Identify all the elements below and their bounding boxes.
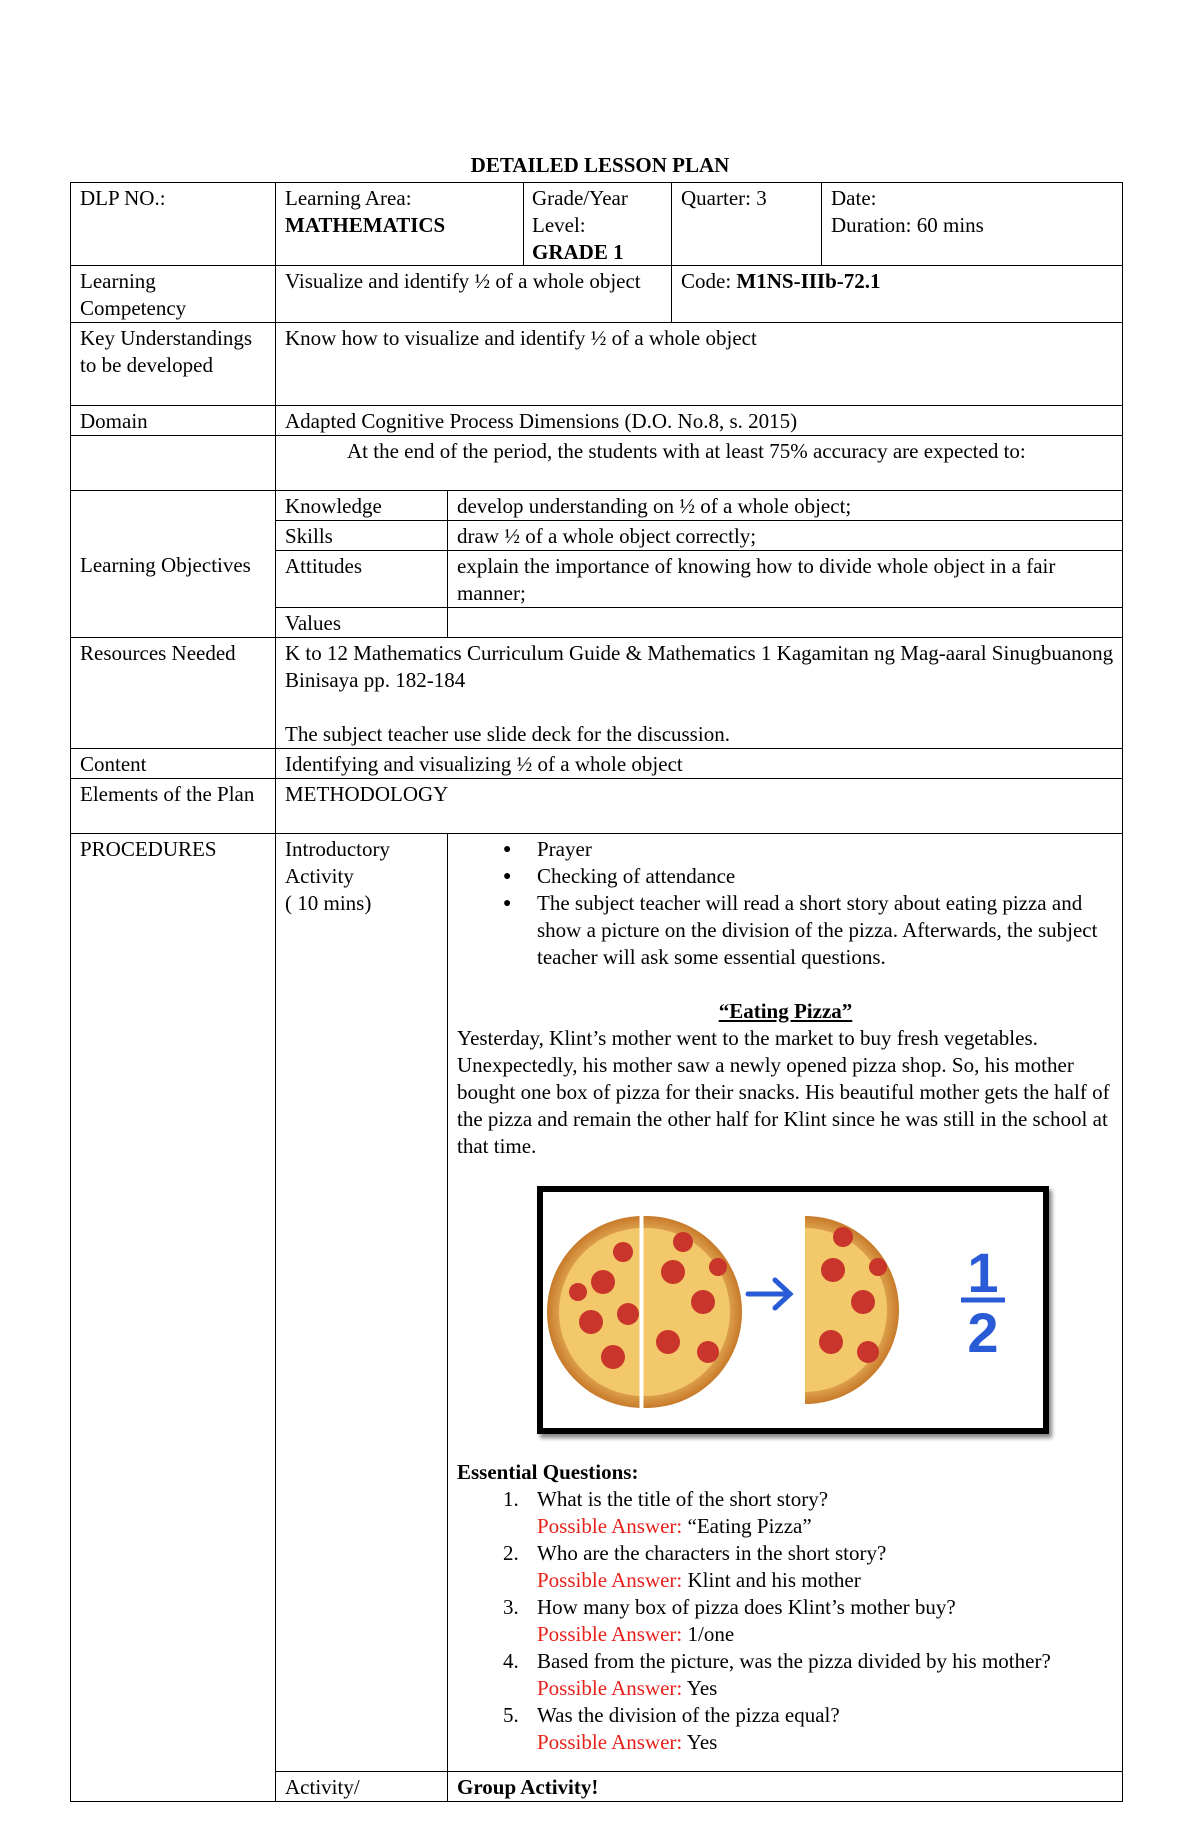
list-item — [503, 1702, 1114, 1756]
competency-row — [71, 266, 1123, 323]
question-number: 5. — [503, 1703, 519, 1727]
list-item — [503, 1648, 1114, 1702]
date-cell — [822, 183, 1123, 266]
quarter-cell — [672, 183, 822, 266]
learning-objectives-label: Learning Objectives — [71, 491, 276, 638]
question-number: 3. — [503, 1595, 519, 1619]
objective-label: Values — [276, 608, 448, 638]
domain-row — [71, 406, 1123, 436]
competency-code-cell — [672, 266, 1123, 323]
resources-value — [276, 638, 1123, 749]
objective-value: explain the importance of knowing how to divide whole object in a fair manner; — [448, 551, 1123, 608]
objective-knowledge-row — [71, 491, 1123, 521]
answer-label: Possible Answer: — [537, 1676, 683, 1700]
objectives-intro — [276, 436, 1123, 491]
competency-value: Visualize and identify ½ of a whole object — [276, 266, 672, 323]
content-row — [71, 749, 1123, 779]
intro-bullets — [457, 836, 1114, 971]
question-number: 2. — [503, 1541, 519, 1565]
pizza-illustration — [543, 1192, 1043, 1428]
question-number: 4. — [503, 1649, 519, 1673]
fraction-half-label — [961, 1241, 1005, 1364]
question-text: What is the title of the short story? — [537, 1487, 829, 1511]
arrow-icon — [748, 1280, 790, 1308]
pizza-image — [537, 1186, 1049, 1434]
key-understandings-label: Key Understandings to be developed — [71, 323, 276, 406]
answer-text: Yes — [686, 1730, 718, 1754]
objectives-intro-row — [71, 436, 1123, 491]
essential-questions-list — [457, 1486, 1114, 1756]
list-item: ● The subject teacher will read a short story about eating pizza and show a picture on the division of the pizza. Afterwards, the subject teacher will ask some essential questions. — [537, 890, 1114, 971]
objective-value: draw ½ of a whole object correctly; — [448, 521, 1123, 551]
resources-line2: The subject teacher use slide deck for the discussion. — [285, 722, 730, 746]
key-understandings-row — [71, 323, 1123, 406]
resources-label: Resources Needed — [71, 638, 276, 749]
content-label: Content — [71, 749, 276, 779]
answer-label: Possible Answer: — [537, 1514, 683, 1538]
duration-value: Duration: 60 mins — [831, 213, 984, 237]
fraction-numerator: 1 — [967, 1241, 999, 1304]
question-text: Who are the characters in the short story? — [537, 1541, 887, 1565]
intro-activity-label: Introductory Activity ( 10 mins) — [276, 834, 448, 1772]
list-item — [503, 1486, 1114, 1540]
lesson-plan-table — [70, 182, 1123, 1802]
dlp-no-cell — [71, 183, 276, 266]
list-item: ● Checking of attendance — [537, 863, 1114, 890]
answer-text: “Eating Pizza” — [687, 1514, 812, 1538]
content-value: Identifying and visualizing ½ of a whole object — [276, 749, 1123, 779]
quarter-value: Quarter: 3 — [681, 186, 767, 210]
domain-value: Adapted Cognitive Process Dimensions (D.O. No.8, s. 2015) — [276, 406, 1123, 436]
intro-activity-content — [448, 834, 1123, 1772]
objective-value — [448, 608, 1123, 638]
objectives-intro-text: At the end of the period, the students with at least 75% accuracy are expected to: — [347, 439, 1026, 463]
whole-pizza — [547, 1212, 742, 1412]
objective-label: Knowledge — [276, 491, 448, 521]
code-value: M1NS-IIIb-72.1 — [736, 269, 881, 293]
list-item — [503, 1540, 1114, 1594]
answer-text: Klint and his mother — [687, 1568, 861, 1592]
objective-label: Attitudes — [276, 551, 448, 608]
story-title: “Eating Pizza” — [718, 999, 853, 1023]
objective-label: Skills — [276, 521, 448, 551]
story-text: Yesterday, Klint’s mother went to the market to buy fresh vegetables. Unexpectedly, his mother saw a newly opened pizza shop. So, his mother bought one box of pizza for their snacks. His beautiful mother gets the half of the pizza and remain the other half for Klint since he was still in the school at that time. — [457, 1026, 1110, 1158]
dlp-no-label: DLP NO.: — [80, 186, 166, 210]
question-text: Based from the picture, was the pizza divided by his mother? — [537, 1649, 1051, 1673]
essential-questions-heading: Essential Questions: — [457, 1460, 639, 1484]
answer-label: Possible Answer: — [537, 1730, 683, 1754]
domain-label: Domain — [71, 406, 276, 436]
answer-text: Yes — [686, 1676, 718, 1700]
list-item — [503, 1594, 1114, 1648]
question-text: Was the division of the pizza equal? — [537, 1703, 840, 1727]
question-text: How many box of pizza does Klint’s mother buy? — [537, 1595, 956, 1619]
competency-label: Learning Competency — [71, 266, 276, 323]
elements-label: Elements of the Plan — [71, 779, 276, 834]
answer-label: Possible Answer: — [537, 1568, 683, 1592]
activity-label: Activity/ — [276, 1772, 448, 1802]
elements-value: METHODOLOGY — [276, 779, 1123, 834]
document-title: DETAILED LESSON PLAN — [470, 153, 730, 177]
fraction-denominator: 2 — [967, 1301, 999, 1364]
header-row — [71, 183, 1123, 266]
learning-area-cell — [276, 183, 672, 266]
grade-value: GRADE 1 — [532, 240, 624, 264]
resources-row — [71, 638, 1123, 749]
code-label: Code: — [681, 269, 737, 293]
elements-row — [71, 779, 1123, 834]
answer-label: Possible Answer: — [537, 1622, 683, 1646]
learning-area-label: Learning Area: — [285, 186, 412, 210]
procedures-row — [71, 834, 1123, 1772]
date-label: Date: — [831, 186, 877, 210]
learning-area-value: MATHEMATICS — [285, 213, 446, 237]
grade-label: Grade/Year Level: — [532, 186, 628, 237]
key-understandings-value: Know how to visualize and identify ½ of a whole object — [276, 323, 1123, 406]
procedures-label: PROCEDURES — [71, 834, 276, 1802]
activity-value: Group Activity! — [448, 1772, 1123, 1802]
question-number: 1. — [503, 1487, 519, 1511]
objective-value: develop understanding on ½ of a whole object; — [448, 491, 1123, 521]
empty-cell — [71, 436, 276, 491]
list-item: ● Prayer — [537, 836, 1114, 863]
resources-line1: K to 12 Mathematics Curriculum Guide & Mathematics 1 Kagamitan ng Mag-aaral Sinugbuanong Binisaya pp. 182-184 — [285, 641, 1114, 692]
answer-text: 1/one — [687, 1622, 735, 1646]
